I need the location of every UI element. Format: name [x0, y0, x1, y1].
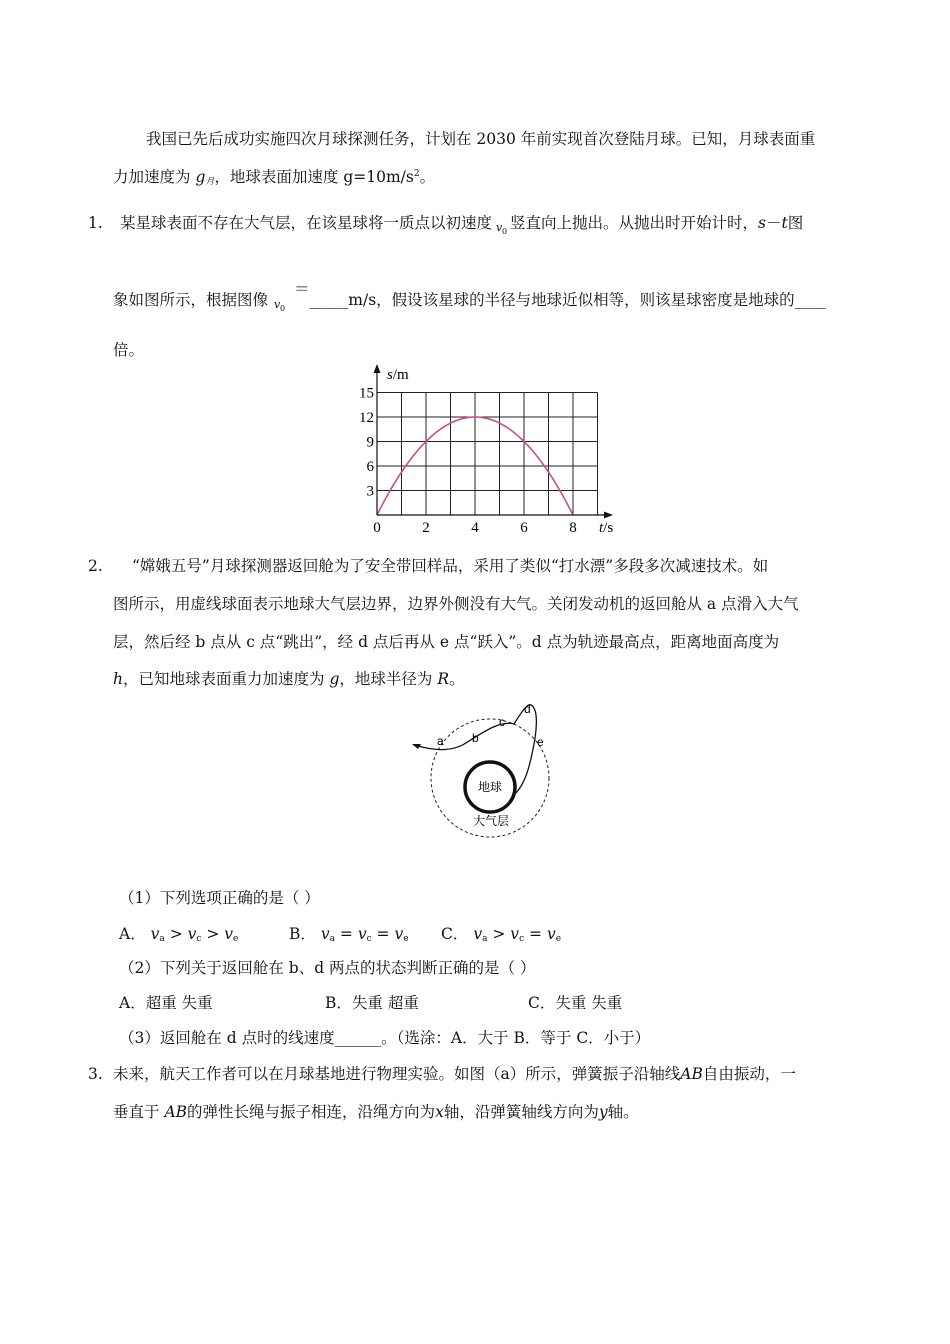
q2-text-4b: ，地球半径为: [339, 670, 433, 688]
q2-sub1-option-a: [119, 924, 238, 949]
g-moon-symbol: g: [195, 168, 206, 186]
q3-text-2d: 轴。: [607, 1103, 639, 1121]
q2-sub1-option-c: [441, 924, 561, 949]
v-symbol: v: [187, 925, 197, 943]
x-tick-label: 8: [569, 520, 577, 536]
q1-text-1a: 某星球表面不存在大气层，在该星球将一质点以初速度: [120, 214, 493, 232]
s-t-chart: [355, 362, 625, 542]
q1-text-2a: 象如图所示，根据图像: [113, 291, 269, 309]
v-symbol: v: [224, 925, 234, 943]
intro-line-1: [146, 129, 815, 149]
y-axis-unit: /m: [392, 367, 409, 383]
v0-symbol: v: [496, 221, 503, 234]
q3-line-2: [113, 1102, 639, 1122]
x-axis-label: [599, 520, 613, 536]
AB-symbol-2: AB: [164, 1103, 188, 1121]
g-symbol: g: [329, 670, 340, 688]
sub-c: c: [366, 934, 372, 944]
v-symbol: v: [473, 925, 483, 943]
sub-e: e: [403, 934, 409, 944]
q2-sub2-option-b: B．失重 超重: [325, 994, 419, 1012]
R-symbol: R: [437, 670, 449, 688]
sub-a: a: [482, 934, 488, 944]
equals-sign: ＝: [294, 280, 310, 298]
point-label-b: b: [472, 731, 479, 745]
s-symbol: s: [758, 214, 766, 232]
q2-text-4a: ，已知地球表面重力加速度为: [122, 670, 325, 688]
h-symbol: h: [113, 670, 123, 688]
option-a-letter: A．: [119, 925, 146, 943]
chart-grid: [377, 393, 598, 516]
sub-a: a: [329, 934, 335, 944]
q2-line-1: [132, 556, 768, 576]
gt-sign: >: [201, 925, 225, 943]
x-axis-var: t: [599, 520, 604, 536]
x-symbol: x: [435, 1103, 444, 1121]
x-tick-label: 2: [422, 520, 430, 536]
q2-sub1-stem: （1）下列选项正确的是（ ）: [119, 889, 320, 907]
v-symbol: v: [510, 925, 520, 943]
q2-sub1-option-b: [289, 924, 409, 949]
q2-number: 2.: [88, 557, 103, 575]
v-symbol: v: [546, 925, 556, 943]
st-dash: －: [766, 214, 782, 232]
q3-text-1a: 未来，航天工作者可以在月球基地进行物理实验。如图（a）所示，弹簧振子沿轴线: [113, 1065, 681, 1083]
x-axis-unit: /s: [603, 520, 614, 536]
intro-line-2: [113, 164, 435, 192]
q1-text-3: 倍。: [113, 341, 145, 359]
tick-labels: [359, 386, 577, 537]
sub-e: e: [555, 934, 562, 944]
x-axis-arrow: [604, 512, 613, 519]
intro-text-1: 我国已先后成功实施四次月球探测任务，计划在 2030 年前实现首次登陆月球。已知，月球表面重: [146, 130, 816, 148]
t-symbol: t: [781, 214, 788, 232]
point-label-a: a: [437, 734, 444, 748]
q3-line-1: [113, 1064, 796, 1084]
q1-line-2: [113, 280, 826, 313]
q2-sub2-option-c: C．失重 失重: [528, 994, 623, 1012]
q2-line-3: [113, 632, 779, 652]
q3-text-2b: 的弹性长绳与振子相连，沿绳方向为: [187, 1103, 436, 1121]
q2-line-2: [113, 594, 799, 614]
q1-text-1b: 竖直向上抛出。从抛出时开始计时，: [510, 214, 759, 232]
q3-text-2c: 轴，沿弹簧轴线方向为: [443, 1103, 599, 1121]
q1-line-1: [120, 213, 804, 236]
q2-sub3-stem: （3）返回舱在 d 点时的线速度______。（选涂：A．大于 B．等于 C．小于）: [119, 1029, 651, 1047]
y-axis-var: s: [387, 367, 393, 383]
q3-number: 3.: [88, 1065, 103, 1083]
point-label-e: e: [537, 735, 544, 749]
sub-c: c: [519, 934, 525, 944]
eq-sign: =: [524, 925, 547, 943]
atmosphere-label: 大气层: [472, 814, 510, 828]
sub-e: e: [233, 934, 239, 944]
reentry-diagram: [410, 698, 580, 858]
q2-line-4: [113, 669, 465, 689]
q1-text-2b: _____m/s，假设该星球的半径与地球近似相等，则该星球密度是地球的____: [309, 291, 826, 309]
v0-subscript-2: 0: [280, 304, 286, 313]
intro-text-2b: ，地球表面加速度 g=10m/s: [214, 168, 414, 186]
q2-text-2: 图所示，用虚线球面表示地球大气层边界，边界外侧没有大气。关闭发动机的返回舱从 a 点滑入大气: [113, 595, 799, 613]
q2-text-4c: 。: [449, 670, 465, 688]
gt-sign: >: [164, 925, 188, 943]
y-axis-label: [387, 367, 409, 383]
option-b-letter: B．: [289, 925, 316, 943]
v-symbol: v: [320, 925, 330, 943]
intro-text-2a: 力加速度为: [113, 168, 191, 186]
point-label-d: d: [524, 702, 531, 716]
g-moon-subscript: 月: [205, 177, 215, 187]
q2-sub2-stem: （2）下列关于返回舱在 b、d 两点的状态判断正确的是（ ）: [119, 959, 536, 977]
y-axis-arrow: [374, 364, 381, 373]
q3-text-1b: 自由振动，一: [702, 1065, 796, 1083]
y-tick-label: 6: [366, 459, 374, 475]
sub-c: c: [196, 934, 202, 944]
q2-text-3: 层，然后经 b 点从 c 点“跳出”，经 d 点后再从 e 点“跃入”。d 点为轨迹最高点，距离地面高度为: [113, 633, 780, 651]
v-symbol: v: [394, 925, 404, 943]
eq-sign: =: [371, 925, 395, 943]
x-tick-label: 6: [520, 520, 528, 536]
v-symbol: v: [150, 925, 160, 943]
x-tick-label: 0: [373, 520, 381, 536]
q3-text-2a: 垂直于: [113, 1103, 160, 1121]
v0-subscript: 0: [502, 227, 508, 236]
AB-symbol: AB: [680, 1065, 703, 1083]
y-symbol: y: [598, 1103, 608, 1121]
y-tick-label: 12: [359, 410, 374, 426]
intro-text-2c: 。: [419, 168, 436, 186]
x-tick-label: 4: [471, 520, 479, 536]
v-symbol: v: [357, 925, 367, 943]
q2-sub2-option-a: A．超重 失重: [119, 994, 213, 1012]
earth-label: 地球: [477, 780, 503, 794]
gt-sign: >: [487, 925, 511, 943]
y-tick-label: 15: [359, 385, 374, 402]
sub-a: a: [159, 934, 165, 944]
q2-text-1: “嫦娥五号”月球探测器返回舱为了安全带回样品，采用了类似“打水漂”多段多次减速技术。如: [132, 557, 769, 575]
q1-text-1c: 图: [787, 214, 804, 232]
y-tick-label: 9: [366, 434, 374, 451]
eq-sign: =: [334, 925, 358, 943]
v0-symbol-2: v: [274, 298, 281, 311]
point-label-c: c: [499, 715, 505, 729]
y-tick-label: 3: [366, 483, 374, 500]
unit-superscript: 2: [413, 169, 420, 179]
q1-number: 1.: [88, 214, 103, 232]
q1-line-3: [113, 340, 144, 360]
option-c-letter: C．: [441, 925, 469, 943]
